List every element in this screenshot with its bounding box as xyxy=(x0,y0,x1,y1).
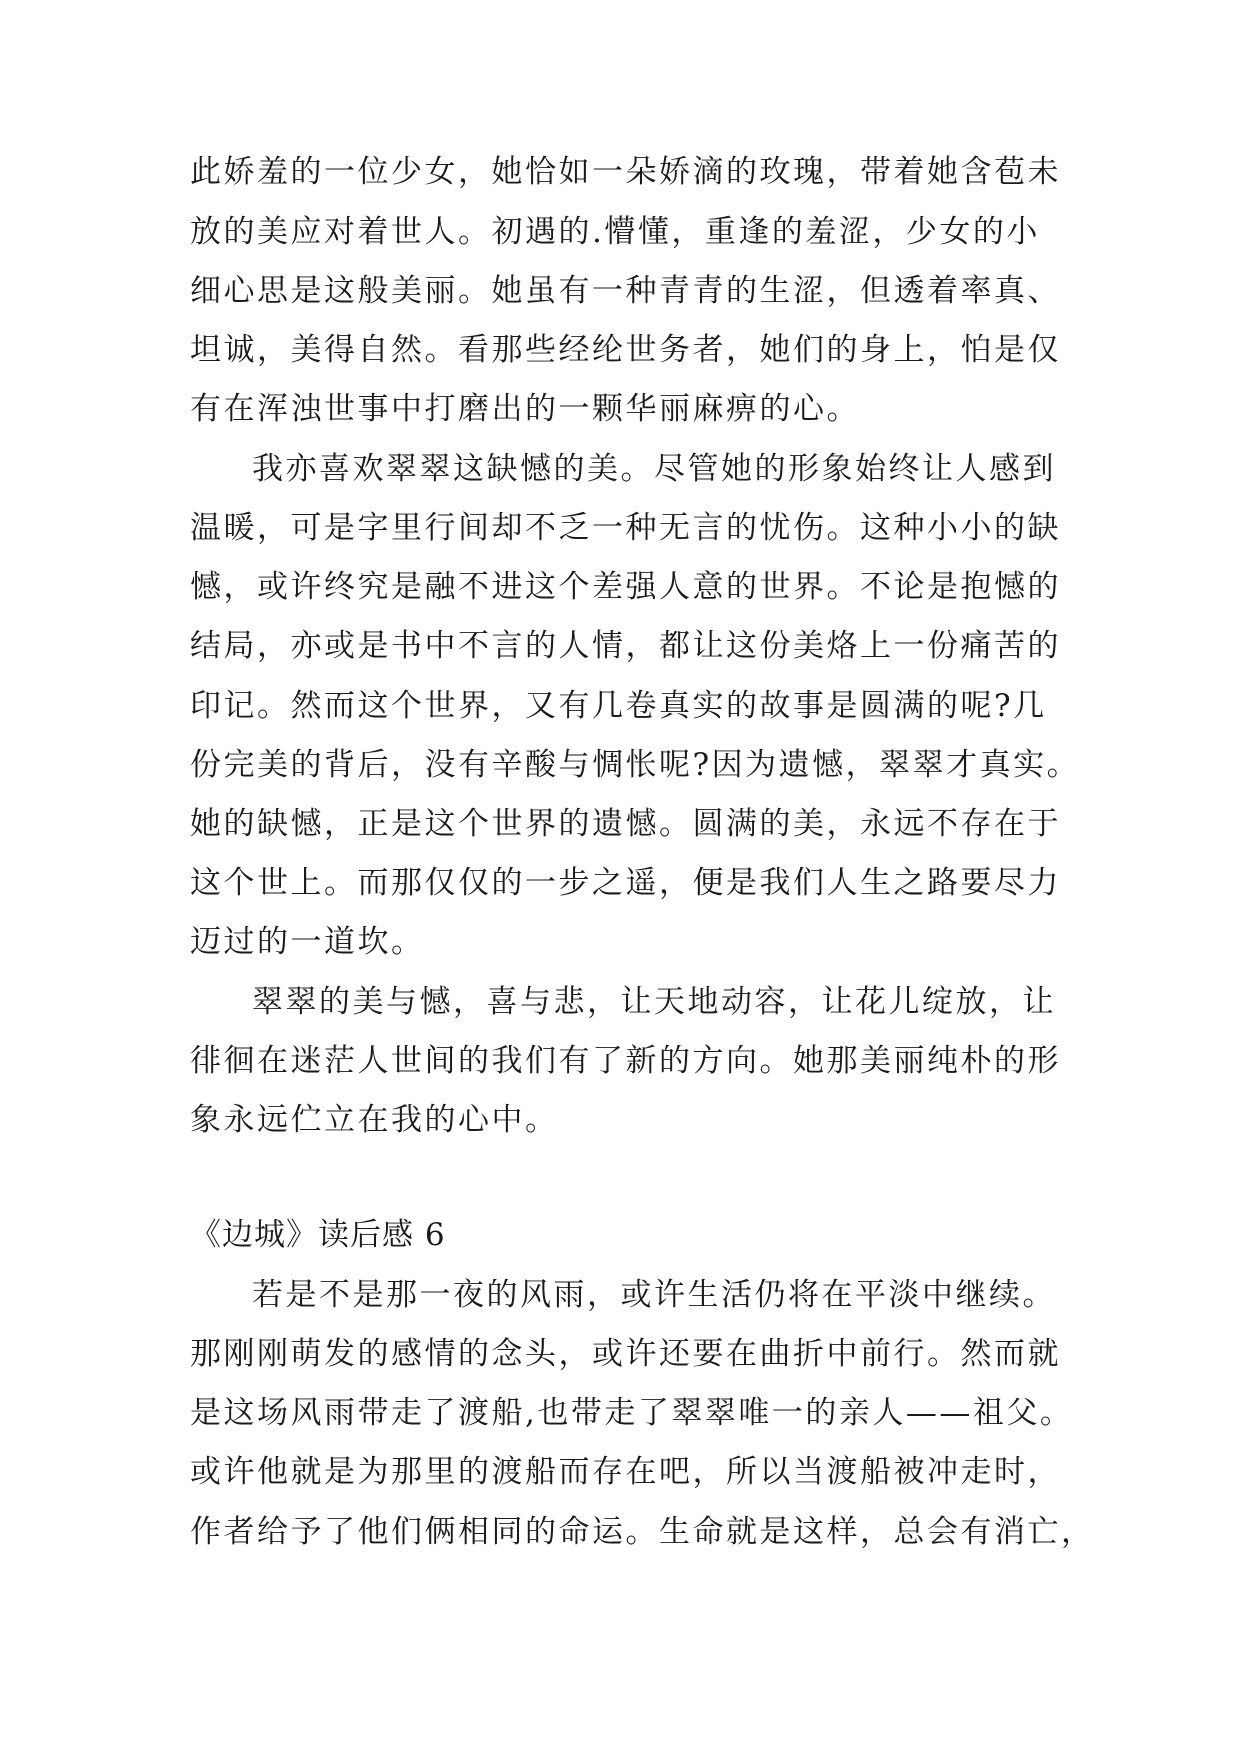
text-line: 徘徊在迷茫人世间的我们有了新的方向。她那美丽纯朴的形 xyxy=(190,1043,1061,1079)
text-line: 是这场风雨带走了渡船,也带走了翠翠唯一的亲人——祖父。 xyxy=(190,1395,1074,1431)
text-line: 此娇羞的一位少女，她恰如一朵娇滴的玫瑰，带着她含苞未 xyxy=(190,154,1061,190)
text-line: 放的美应对着世人。初遇的.懵懂，重逢的羞涩，少女的小 xyxy=(190,214,1040,250)
text-line: 迈过的一道坎。 xyxy=(190,924,425,960)
paragraph-first-line: 若是不是那一夜的风雨，或许生活仍将在平淡中继续。 xyxy=(252,1277,1056,1313)
paragraph-first-line: 我亦喜欢翠翠这缺憾的美。尽管她的形象始终让人感到 xyxy=(252,451,1056,487)
text-line: 或许他就是为那里的渡船而存在吧，所以当渡船被冲走时， xyxy=(190,1454,1061,1490)
text-line: 那刚刚萌发的感情的念头，或许还要在曲折中前行。然而就 xyxy=(190,1336,1061,1372)
text-line: 结局，亦或是书中不言的人情，都让这份美烙上一份痛苦的 xyxy=(190,628,1061,664)
text-line: 印记。然而这个世界，又有几卷真实的故事是圆满的呢?几 xyxy=(190,688,1047,724)
text-line: 这个世上。而那仅仅的一步之遥，便是我们人生之路要尽力 xyxy=(190,865,1061,901)
section-heading: 《边城》读后感 6 xyxy=(190,1217,446,1253)
text-line: 象永远伫立在我的心中。 xyxy=(190,1102,559,1138)
text-line: 份完美的背后，没有辛酸与惆怅呢?因为遗憾，翠翠才真实。 xyxy=(190,747,1081,783)
text-line: 作者给予了他们俩相同的命运。生命就是这样，总会有消亡， xyxy=(190,1514,1095,1550)
paragraph-first-line: 翠翠的美与憾，喜与悲，让天地动容，让花儿绽放，让 xyxy=(252,984,1056,1020)
text-line: 坦诚，美得自然。看那些经纶世务者，她们的身上，怕是仅 xyxy=(190,332,1061,368)
text-line: 细心思是这般美丽。她虽有一种青青的生涩，但透着率真、 xyxy=(190,273,1061,309)
text-line: 她的缺憾，正是这个世界的遗憾。圆满的美，永远不存在于 xyxy=(190,806,1061,842)
text-line: 憾，或许终究是融不进这个差强人意的世界。不论是抱憾的 xyxy=(190,569,1061,605)
text-line: 温暖，可是字里行间却不乏一种无言的忧伤。这种小小的缺 xyxy=(190,510,1061,546)
text-line: 有在浑浊世事中打磨出的一颗华丽麻痹的心。 xyxy=(190,391,860,427)
